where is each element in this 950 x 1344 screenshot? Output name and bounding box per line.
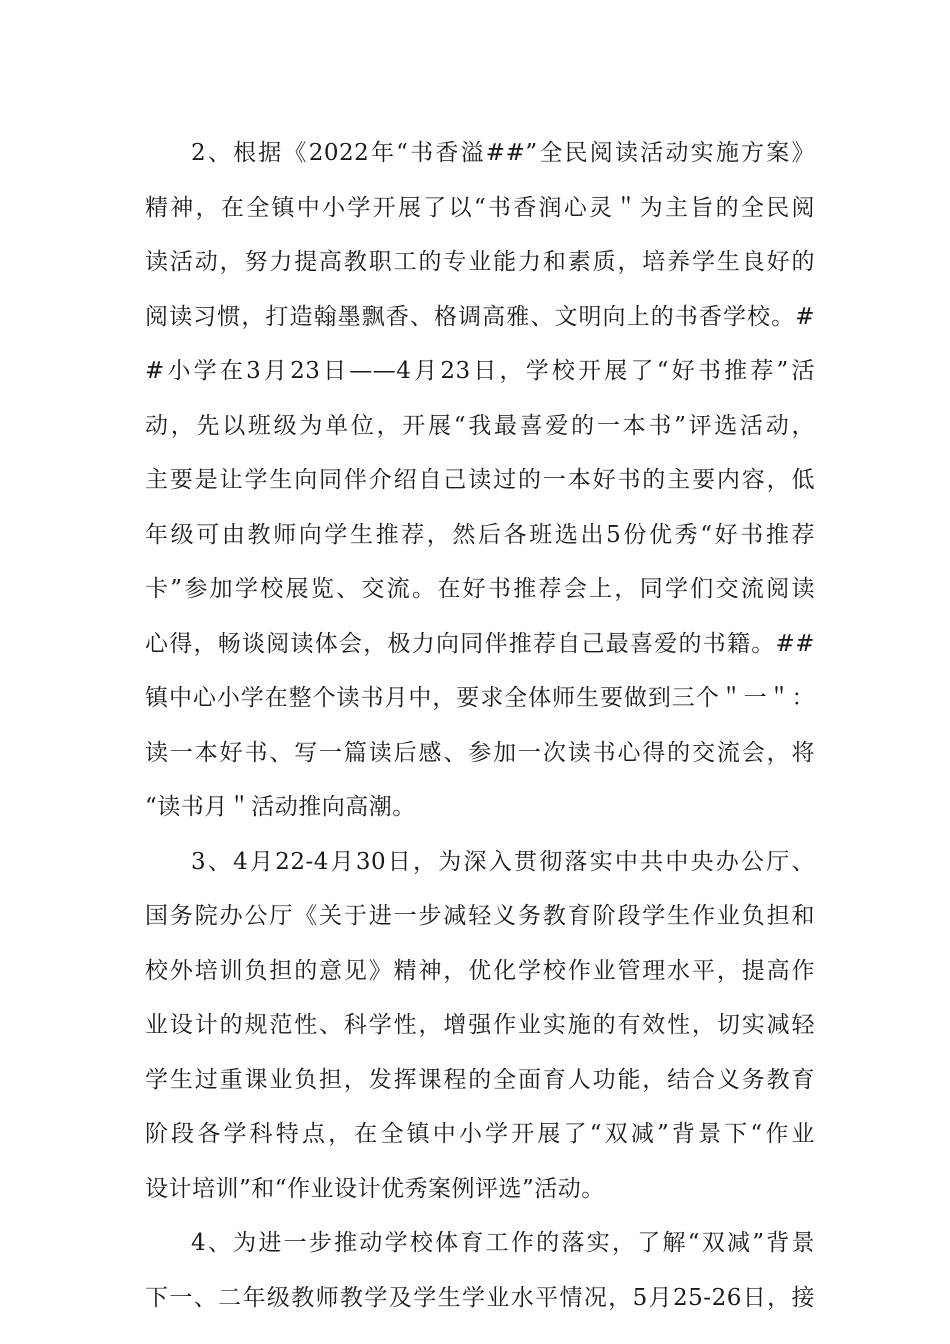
text-line: 阅读习惯，打造翰墨飘香、格调高雅、文明向上的书香学校。#: [145, 303, 815, 330]
text-line: “读书月＂活动推向高潮。: [145, 794, 416, 820]
text-line: 主要是让学生向同伴介绍自己读过的一本好书的主要内容，低: [145, 467, 815, 493]
text-line: 学生过重课业负担，发挥课程的全面育人功能，结合义务教育: [145, 1066, 815, 1093]
text-line: 校外培训负担的意见》精神，优化学校作业管理水平，提高作: [145, 957, 815, 984]
text-line: 2、根据《2022年“书香溢##”全民阅读活动实施方案》: [191, 140, 815, 166]
text-line: 年级可由教师向学生推荐，然后各班选出5份优秀“好书推荐: [145, 521, 815, 548]
paragraph-3: [145, 835, 815, 1217]
paragraph-4: [145, 1216, 815, 1325]
text-line: 下一、二年级教师教学及学生学业水平情况，5月25-26日，接: [145, 1284, 815, 1311]
text-line: 4、为进一步推动学校体育工作的落实，了解“双减”背景: [191, 1230, 815, 1256]
document-body: [145, 126, 815, 1325]
text-line: 读活动，努力提高教职工的专业能力和素质，培养学生良好的: [145, 249, 815, 275]
text-line: 心得，畅谈阅读体会，极力向同伴推荐自己最喜爱的书籍。##: [145, 630, 815, 657]
text-line: 国务院办公厅《关于进一步减轻义务教育阶段学生作业负担和: [145, 903, 815, 929]
text-line: 镇中心小学在整个读书月中，要求全体师生要做到三个＂一＂：: [145, 685, 815, 711]
text-line: 精神，在全镇中小学开展了以“书香润心灵＂为主旨的全民阅: [145, 194, 815, 221]
text-line: 读一本好书、写一篇读后感、参加一次读书心得的交流会，将: [145, 739, 815, 766]
text-line: 设计培训”和“作业设计优秀案例评选”活动。: [145, 1175, 605, 1202]
text-line: 卡”参加学校展览、交流。在好书推荐会上，同学们交流阅读: [145, 576, 815, 602]
text-line: #小学在3月23日——4月23日，学校开展了“好书推荐”活: [145, 358, 815, 384]
text-line: 阶段各学科特点，在全镇中小学开展了“双减”背景下“作业: [145, 1121, 815, 1147]
text-line: 3、4月22-4月30日，为深入贯彻落实中共中央办公厅、: [191, 848, 815, 875]
text-line: 动，先以班级为单位，开展“我最喜爱的一本书”评选活动，: [145, 412, 815, 439]
text-line: 业设计的规范性、科学性，增强作业实施的有效性，切实减轻: [145, 1012, 815, 1038]
paragraph-2: [145, 126, 815, 835]
